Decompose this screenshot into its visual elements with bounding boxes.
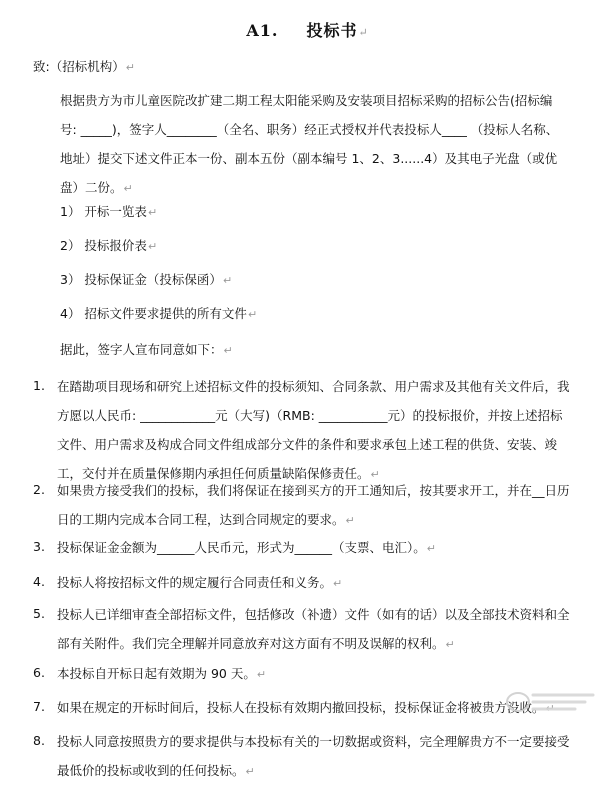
clause-text: 如果在规定的开标时间后，投标人在投标有效期内撤回投标，投标保证金将被贵方没收。: [57, 700, 545, 715]
paragraph-mark-icon: ↵: [247, 308, 258, 321]
paragraph-mark-icon: ↵: [123, 182, 133, 195]
watermark-logo: [505, 689, 597, 720]
paragraph-mark-icon: ↵: [256, 668, 267, 681]
intro-paragraph: [60, 86, 560, 203]
clause-text-wrap: [57, 659, 575, 689]
clause-text: 投标人将按招标文件的规定履行合同责任和义务。: [57, 575, 333, 590]
clause-text-wrap: [57, 533, 575, 563]
watermark-icon: [505, 689, 597, 715]
addressee-text: 致:（招标机构）: [33, 59, 125, 74]
paragraph-mark-icon: ↵: [345, 514, 355, 527]
paragraph-mark-icon: ↵: [245, 765, 255, 778]
doc-list-item: [60, 305, 257, 324]
paragraph-mark-icon: ↵: [358, 26, 369, 39]
paragraph-mark-icon: ↵: [147, 206, 158, 219]
doc-list-item: [60, 237, 157, 256]
paragraph-mark-icon: ↵: [147, 240, 158, 253]
clause-text-wrap: [57, 372, 575, 489]
title-number: A1.: [246, 21, 279, 40]
doc-list-item: [60, 203, 157, 222]
clause-text: 投标保证金金额为______人民币元，形式为______（支票、电汇）。: [57, 540, 426, 555]
clause-text: 投标人已详细审查全部招标文件，包括修改（补遗）文件（如有的话）以及全部技术资料和全部有关附件。我们完全理解并同意放弃对这方面有不明及误解的权利。: [57, 607, 570, 651]
clause-number: 5.: [33, 606, 45, 621]
paragraph-mark-icon: ↵: [125, 61, 135, 74]
clause-number: 7.: [33, 699, 45, 714]
title-text: 投标书: [306, 21, 358, 40]
clause-text-wrap: [57, 693, 575, 723]
clause-number: 1.: [33, 378, 45, 393]
clause-number: 8.: [33, 733, 45, 748]
intro-text: 根据贵方为市儿童医院改扩建二期工程太阳能采购及安装项目招标采购的招标公告(招标编号: _____)，签字人________（全名、职务）经正式授权并代表投标人____ （投标人名称、地址）提交下述文件正本一份、副本五份（副本编号 1、2、3......4）及其电子光盘（或优盘）二份。: [60, 93, 559, 195]
clause-text: 投标人同意按照贵方的要求提供与本投标有关的一切数据或资料，完全理解贵方不一定要接受最低价的投标或收到的任何投标。: [57, 734, 570, 778]
doc-list-item-text: 1） 开标一览表: [60, 204, 147, 219]
clause-number: 2.: [33, 482, 45, 497]
clause-text-wrap: [57, 476, 575, 535]
clause-text: 如果贵方接受我们的投标，我们将保证在接到买方的开工通知后，按其要求开工，并在__日历日的工期内完成本合同工程，达到合同规定的要求。: [57, 483, 570, 527]
doc-list-item: [60, 271, 232, 290]
agreement-text: 据此，签字人宣布同意如下：: [60, 342, 223, 357]
paragraph-mark-icon: ↵: [370, 468, 380, 481]
paragraph-mark-icon: ↵: [222, 274, 233, 287]
clause-text-wrap: [57, 600, 575, 659]
page-title: [0, 18, 615, 41]
clause-text: 在踏勘项目现场和研究上述招标文件的投标须知、合同条款、用户需求及其他有关文件后，我方愿以人民币: ____________元（大写)（RMB: ___________元）的投标报价，并按上述招标文件、用户需求及构成合同文件组成部分文件的条件和要求承包上述工程的供货、安装、竣工，交付并在质量保修期内承担任何质量缺陷保修责任。: [57, 379, 570, 481]
clause-text: 本投标自开标日起有效期为 90 天。: [57, 666, 256, 681]
paragraph-mark-icon: ↵: [223, 344, 233, 357]
clause-number: 6.: [33, 665, 45, 680]
paragraph-mark-icon: ↵: [333, 577, 343, 590]
clause-number: 4.: [33, 574, 45, 589]
clause-text-wrap: [57, 727, 575, 786]
addressee-line: [33, 58, 135, 77]
agreement-line: [60, 341, 233, 360]
paragraph-mark-icon: ↵: [426, 542, 436, 555]
paragraph-mark-icon: ↵: [445, 638, 455, 651]
doc-list-item-text: 4） 招标文件要求提供的所有文件: [60, 306, 247, 321]
doc-list-item-text: 2） 投标报价表: [60, 238, 147, 253]
clause-number: 3.: [33, 539, 45, 554]
clause-text-wrap: [57, 568, 575, 598]
doc-list-item-text: 3） 投标保证金（投标保函）: [60, 272, 222, 287]
